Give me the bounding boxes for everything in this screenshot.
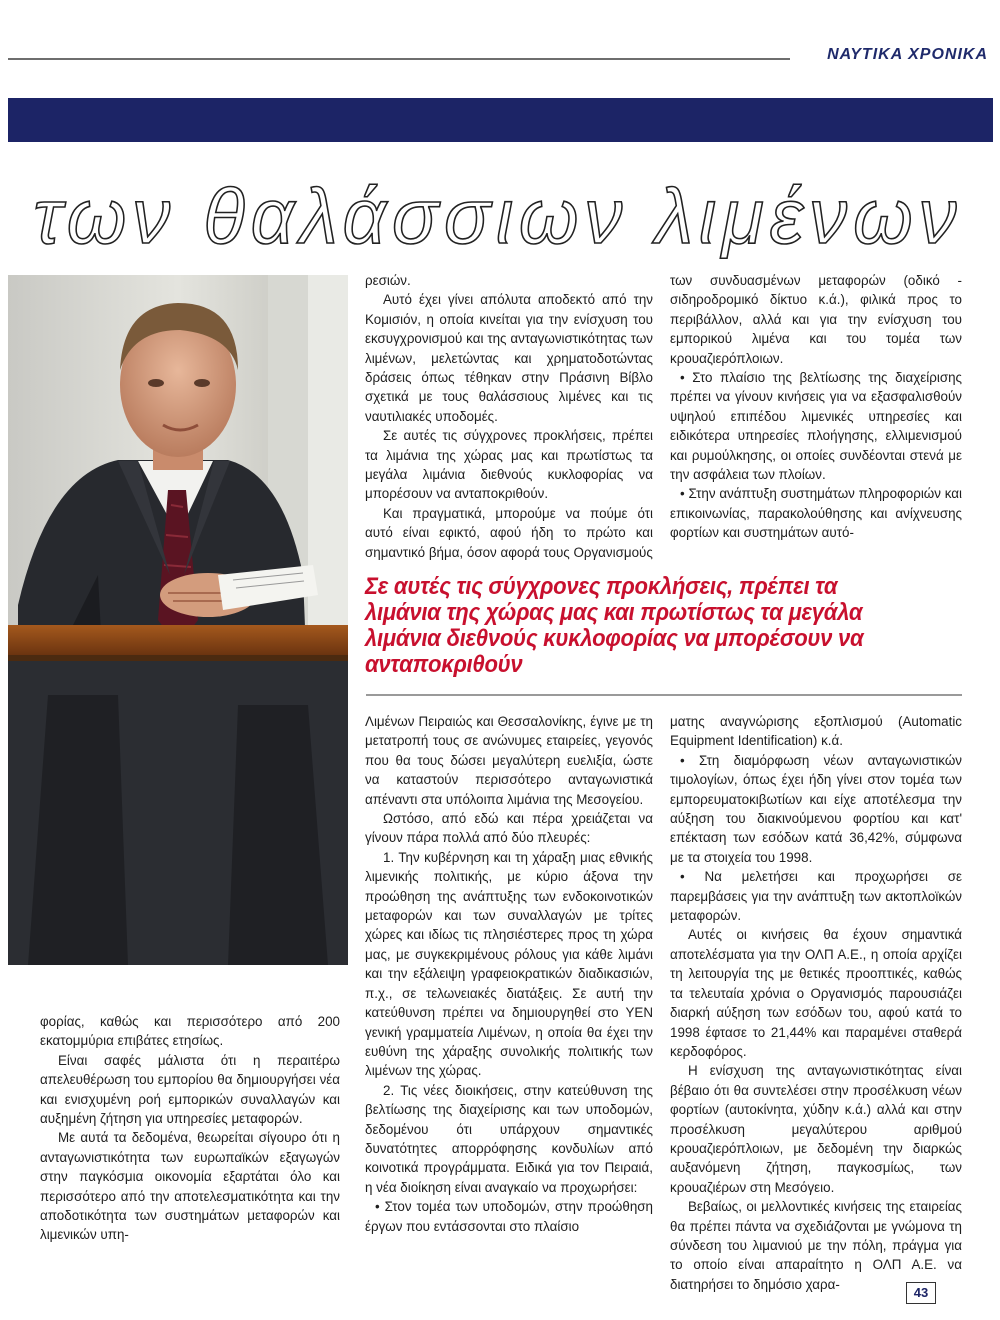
- bullet-paragraph: • Στη διαμόρφωση νέων ανταγωνιστικών τιμολογίων, όπως έχει ήδη γίνει στον τομέα των εμπορευματοκιβωτίων και είχε αποτέλεσμα την αύξηση του διακινούμενου φορτίου και κατ' επέκταση των εσόδων κατά 36,42%, σύμφωνα με τα στοιχεία του 1998.: [670, 752, 962, 865]
- header-rule: [8, 58, 790, 60]
- text-column-d: [670, 712, 962, 1294]
- paragraph: Αυτές οι κινήσεις θα έχουν σημαντικά αποτελέσματα για την ΟΛΠ Α.Ε., η οποία αρχίζει τη λειτουργία της με θετικές προοπτικές, καθώς τα τελευταία χρόνια ο Οργανισμός παρουσιάζει διαρκή αύξηση των εσόδων του, αφού κατά το 1998 έφτασε το 21,44% και παραμένει σταθερά κερδοφόρος.: [670, 927, 962, 1059]
- pull-quote: Σε αυτές τις σύγχρονες προκλήσεις, πρέπει τα λιμάνια της χώρας μας και πρωτίστως τα μεγάλα λιμάνια διεθνούς κυκλοφορίας να μπορέσουν να ανταποκριθούν: [365, 573, 864, 678]
- paragraph: Η ενίσχυση της ανταγωνιστικότητας είναι βέβαιο ότι θα συντελέσει στην προσέλκυση νέων φορτίων (αυτοκίνητα, χύδην κ.ά.) αλλά και στην προσέλκυση μεγαλύτερου αριθμού κρουαζιερόπλοιων, με δεδομένη την διαρκώς αυξανόμενη ζήτηση, παγκοσμίως, των κρουαζιέρων στη Μεσόγειο.: [670, 1063, 962, 1195]
- text-column-b: [670, 271, 962, 543]
- paragraph: Ωστόσο, από εδώ και πέρα χρειάζεται να γίνουν πάρα πολλά από δύο πλευρές:: [365, 811, 653, 846]
- paragraph: Και πραγματικά, μπορούμε να πούμε ότι αυτό είναι εφικτό, αφού ήδη το πρώτο και σημαντικό βήμα, όσον αφορά τους Οργανισμούς: [365, 505, 653, 560]
- pull-quote-rule: [366, 694, 962, 696]
- paragraph: 1. Την κυβέρνηση και τη χάραξη μιας εθνικής λιμενικής πολιτικής, με κύριο άξονα την προώθηση της ανάπτυξης των ενδοκοινοτικών μεταφορών και των συναλλαγών με τρίτες χώρες και ιδίως τις πλησιέστερες προς τη χώρα μας, με συγκεκριμένους ρόλους για κάθε λιμάνι και την εξάλειψη γραφειοκρατικών διαδικασιών, π.χ., σε τελωνειακές διατάξεις. Σε αυτή την κατεύθυνση πρέπει να δημιουργηθεί στο ΥΕΝ γενική γραμματεία Λιμένων, η οποία θα έχει την ευθύνη της χάραξης συνολικής πολιτικής των λιμένων της χώρας.: [365, 849, 653, 1079]
- page-number: 43: [906, 1282, 936, 1304]
- navy-band: [8, 98, 993, 142]
- bullet-paragraph: • Στην ανάπτυξη συστημάτων πληροφοριών και επικοινωνίας, παρακολούθησης και ανίχνευσης φορτίων και συστημάτων αυτό-: [670, 486, 962, 541]
- paragraph: Βεβαίως, οι μελλοντικές κινήσεις της εταιρείας θα πρέπει πάντα να σχεδιάζονται με γνώμονα τη σύνδεση του λιμανιού με την πόλη, πράγμα για το οποίο είναι απαραίτητο η ΟΛΠ Α.Ε. να διατηρήσει το δημόσιο χαρα-: [670, 1199, 962, 1292]
- article-title-text: των θαλάσσιων λιμένων: [33, 175, 963, 261]
- paragraph: Αυτό έχει γίνει απόλυτα αποδεκτό από την Κομισιόν, η οποία κινείται για την ενίσχυση του εκσυγχρονισμού και της ανταγωνιστικότητας των λιμένων, μελετώντας και χρηματοδοτώντας δράσεις όπως τέθηκαν στην Πράσινη Βίβλο σχετικά με τους θαλάσσιους λιμένες και τις ναυτιλιακές υποδομές.: [365, 292, 653, 424]
- portrait-photo-icon: [8, 275, 348, 965]
- text-column-c: [365, 712, 653, 1236]
- paragraph: Είναι σαφές μάλιστα ότι η περαιτέρω απελευθέρωση του εμπορίου θα δημιουργήσει νέα και ενισχυμένη ροή εμπορικών συναλλαγών και αυξημένη ζήτηση για υπηρεσίες μεταφορών.: [40, 1052, 340, 1127]
- paragraph: 2. Τις νέες διοικήσεις, στην κατεύθυνση της βελτίωσης της διαχείρισης και των υποδομών, δεδομένου ότι υπάρχουν σημαντικές δυνατότητες απορρόφησης κονδυλίων από κοινοτικά προγράμματα. Ειδικά για τον Πειραιά, η νέα διοίκηση είναι αναγκαίο να προχωρήσει:: [365, 1082, 653, 1195]
- bullet-paragraph: • Στο πλαίσιο της βελτίωσης της διαχείρισης πρέπει να γίνουν κινήσεις για να εξασφαλισθούν υψηλού επιπέδου λιμενικές υπηρεσίες και ειδικότερα υπηρεσίες πλοήγησης, ελλιμενισμού και ρυμούλκησης, οι οποίες συνδέονται στενά με την ασφάλεια των πλοίων.: [670, 370, 962, 483]
- paragraph: ρεσιών.: [365, 273, 411, 288]
- paragraph: Λιμένων Πειραιώς και Θεσσαλονίκης, έγινε με τη μετατροπή τους σε ανώνυμες εταιρείες, γεγονός που θα τους δώσει μεγαλύτερη ευελιξία, ώστε να καταστούν περισσότερο ανταγωνιστικά απέναντι στα υπόλοιπα λιμάνια της Μεσογείου.: [365, 714, 653, 807]
- bullet-paragraph: • Στον τομέα των υποδομών, στην προώθηση έργων που εντάσσονται στο πλαίσιο: [365, 1199, 653, 1234]
- paragraph: Με αυτά τα δεδομένα, θεωρείται σίγουρο ότι η ανταγωνιστικότητα των ευρωπαϊκών εξαγωγών στην παγκόσμια οικονομία εξαρτάται όλο και περισσότερο από την αποτελεσματικότητα και την αποδοτικότητα των συστημάτων μεταφορών και λιμενικών υπη-: [40, 1130, 340, 1243]
- magazine-name: ΝΑΥΤΙΚΑ ΧΡΟΝΙΚΑ: [827, 46, 988, 63]
- text-column-a: [365, 271, 653, 562]
- paragraph: Σε αυτές τις σύγχρονες προκλήσεις, πρέπει τα λιμάνια της χώρας μας και πρωτίστως τα μεγάλα λιμάνια διεθνούς κυκλοφορίας να μπορέσουν να ανταποκριθούν.: [365, 428, 653, 502]
- paragraph: φορίας, καθώς και περισσότερο από 200 εκατομμύρια επιβάτες ετησίως.: [40, 1014, 340, 1049]
- text-column-e: [40, 1012, 340, 1245]
- paragraph: ματης αναγνώρισης εξοπλισμού (Automatic Equipment Identification) κ.ά.: [670, 714, 962, 749]
- article-title: [0, 175, 1000, 265]
- paragraph: των συνδυασμένων μεταφορών (οδικό - σιδηροδρομικό δίκτυο κ.ά.), φιλικά προς το περιβάλλον, αλλά και για την ενίσχυση του εμπορικού λιμένα και του τομέα των κρουαζιερόπλοιων.: [670, 273, 962, 366]
- bullet-paragraph: • Να μελετήσει και προχωρήσει σε παρεμβάσεις για την ανάπτυξη των ακτοπλοϊκών μεταφορών.: [670, 869, 962, 924]
- portrait-photo: [8, 275, 348, 965]
